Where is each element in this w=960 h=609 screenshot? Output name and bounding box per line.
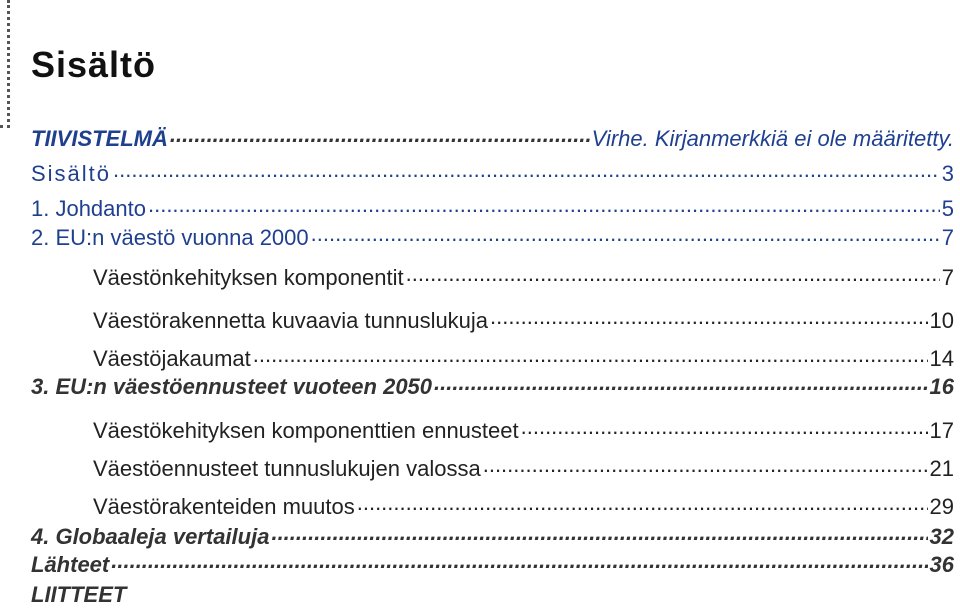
toc-entry-title: 3. EU:n väestöennusteet vuoteen 2050: [31, 374, 433, 399]
toc-entry-title: Väestörakenteiden muutos: [93, 494, 355, 519]
toc-entry-lahteet[interactable]: [31, 550, 954, 578]
toc-entry-johdanto[interactable]: [31, 194, 954, 222]
toc-entry-page: 36: [929, 552, 954, 577]
toc-entry-vaestojakaumat[interactable]: [31, 344, 954, 372]
toc-entry-page: Virhe. Kirjanmerkkiä ei ole määritetty.: [591, 126, 954, 151]
toc-leader-dots: [434, 372, 927, 394]
toc-entry-tunnuslukujen-valossa[interactable]: [31, 454, 954, 482]
toc-leader-dots: [406, 263, 940, 285]
toc-leader-dots: [253, 344, 928, 366]
toc-leader-dots: [357, 492, 928, 514]
toc-entry-page: 7: [941, 265, 954, 290]
toc-leader-dots: [521, 416, 928, 438]
toc-entry-komponenttien-ennusteet[interactable]: [31, 416, 954, 444]
toc-entry-eu-ennusteet-2050[interactable]: [31, 372, 954, 400]
toc-leader-dots: [271, 522, 927, 544]
toc-entry-tiivistelma[interactable]: [31, 124, 954, 152]
toc-leader-dots: [311, 223, 940, 245]
toc-entry-page: 5: [941, 196, 954, 221]
toc-entry-page: 16: [929, 374, 954, 399]
toc-entry-page: 7: [941, 225, 954, 250]
toc-leader-dots: [490, 306, 927, 328]
toc-entry-liitteet[interactable]: [31, 582, 954, 608]
toc-entry-title: LIITTEET: [31, 582, 127, 607]
page-title: Sisältö: [31, 44, 157, 85]
toc-entry-title: Väestönkehityksen komponentit: [93, 265, 404, 290]
toc-entry-globaaleja-vertailuja[interactable]: [31, 522, 954, 550]
toc-entry-page: 10: [929, 308, 954, 333]
toc-entry-page: 3: [941, 161, 954, 186]
margin-marker: [0, 0, 10, 128]
toc-leader-dots: [113, 159, 940, 181]
toc-entry-page: 17: [929, 418, 954, 443]
toc-entry-title: Väestörakennetta kuvaavia tunnuslukuja: [93, 308, 489, 333]
toc-entry-title: 1. Johdanto: [31, 196, 146, 221]
toc-entry-page: 32: [929, 524, 954, 549]
toc-entry-rakenteiden-muutos[interactable]: [31, 492, 954, 520]
toc-entry-title: 2. EU:n väestö vuonna 2000: [31, 225, 309, 250]
toc-entry-title: Lähteet: [31, 552, 110, 577]
toc-entry-title: Väestöjakaumat: [93, 346, 251, 371]
toc-leader-dots: [111, 550, 927, 572]
toc-leader-dots: [170, 124, 590, 146]
toc-entry-title: 4. Globaaleja vertailuja: [31, 524, 270, 549]
toc-entry-title: Väestöennusteet tunnuslukujen valossa: [93, 456, 481, 481]
toc-entry-title: Väestökehityksen komponenttien ennusteet: [93, 418, 519, 443]
toc-entry-page: 21: [929, 456, 954, 481]
toc-entry-vaestonkehityksen-komponentit[interactable]: [31, 263, 954, 291]
toc-entry-sisalto[interactable]: [31, 159, 954, 187]
toc-entry-eu-vaesto-2000[interactable]: [31, 223, 954, 251]
toc-leader-dots: [483, 454, 928, 476]
toc-entry-title: Sisältö: [31, 161, 112, 186]
toc-entry-page: 29: [929, 494, 954, 519]
toc-entry-title: TIIVISTELMÄ: [31, 126, 168, 151]
toc-entry-vaestorakennetta[interactable]: [31, 306, 954, 334]
toc-leader-dots: [148, 194, 940, 216]
toc-entry-page: 14: [929, 346, 954, 371]
